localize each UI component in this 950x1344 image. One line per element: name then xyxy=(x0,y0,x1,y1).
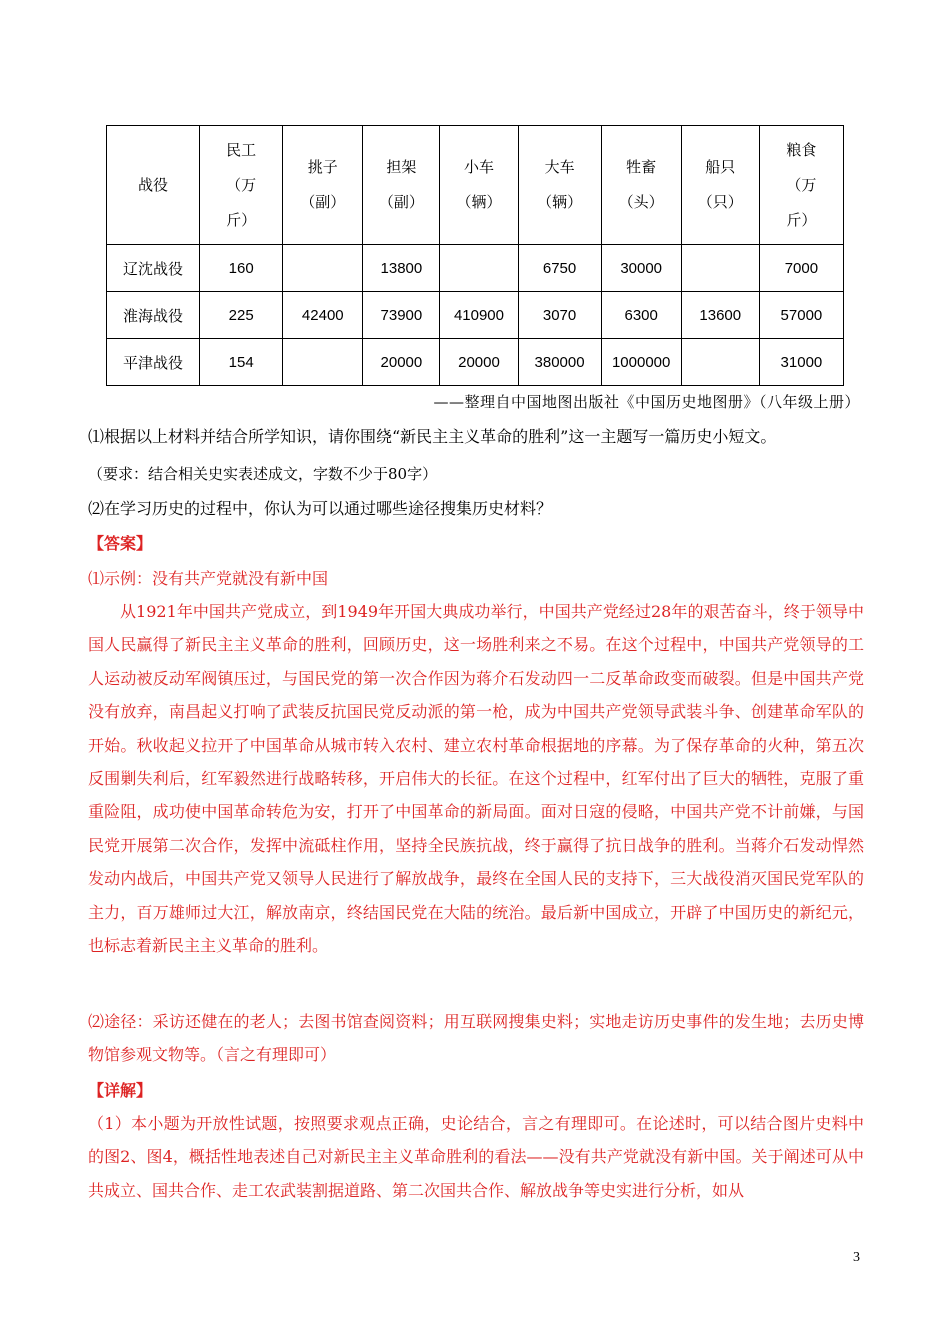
question-1-requirement: （要求：结合相关史实表述成文，字数不少于80字） xyxy=(88,465,438,483)
question-2: ⑵在学习历史的过程中，你认为可以通过哪些途径搜集历史材料？ xyxy=(88,499,553,518)
table-source: ——整理自中国地图出版社《中国历史地图册》（八年级上册） xyxy=(433,393,860,411)
table-header-cell xyxy=(601,126,681,245)
table-header-line: 船只 xyxy=(705,158,736,176)
table-header-line: 斤） xyxy=(786,210,817,229)
table-cell xyxy=(440,245,518,292)
table-header-cell xyxy=(363,126,440,245)
table-cell xyxy=(681,245,759,292)
table-header-line: （万 xyxy=(786,175,817,194)
table-cell: 57000 xyxy=(759,292,843,339)
answer-label: 【答案】 xyxy=(88,534,153,553)
table-cell: 42400 xyxy=(283,292,363,339)
table-header-cell xyxy=(518,126,601,245)
table-header-row xyxy=(107,126,844,245)
table-header-line: 小车 xyxy=(463,158,494,176)
table-header-cell xyxy=(283,126,363,245)
campaign-name-cell: 辽沈战役 xyxy=(107,245,200,292)
table-cell: 31000 xyxy=(759,339,843,386)
table-header-line: （副） xyxy=(300,193,346,211)
table-row xyxy=(107,292,844,339)
table-header-cell xyxy=(200,126,283,245)
table-header-line: 担架 xyxy=(386,158,417,176)
table-cell: 13800 xyxy=(363,245,440,292)
answer-2: ⑵途径：采访还健在的老人；去图书馆查阅资料；用互联网搜集史料；实地走访历史事件的发生地；去历史博物馆参观文物等。（言之有理即可） xyxy=(88,1012,864,1065)
table-cell xyxy=(681,339,759,386)
table-cell: 6750 xyxy=(518,245,601,292)
table-header-cell xyxy=(440,126,518,245)
page-number: 3 xyxy=(853,1250,860,1265)
question-1: ⑴根据以上材料并结合所学知识，请你围绕“新民主主义革命的胜利”这一主题写一篇历史小短文。 xyxy=(88,427,777,446)
table-cell: 30000 xyxy=(601,245,681,292)
table-cell: 20000 xyxy=(440,339,518,386)
table-header-line: （辆） xyxy=(537,193,583,211)
table-header-cell xyxy=(681,126,759,245)
campaign-name-cell: 平津战役 xyxy=(107,339,200,386)
table-header-cell xyxy=(107,126,200,245)
table-header-line: 斤） xyxy=(226,210,257,229)
table-cell: 380000 xyxy=(518,339,601,386)
table-cell: 410900 xyxy=(440,292,518,339)
table-header-line: 民工 xyxy=(226,140,257,159)
table-cell xyxy=(283,339,363,386)
detail-label: 【详解】 xyxy=(88,1081,153,1100)
table-header-line: 挑子 xyxy=(307,158,338,176)
table-header-cell xyxy=(759,126,843,245)
table-cell: 73900 xyxy=(363,292,440,339)
table-header-line: （辆） xyxy=(456,193,502,211)
table-header-line: （副） xyxy=(378,193,424,211)
table-cell xyxy=(283,245,363,292)
table-row xyxy=(107,245,844,292)
table-cell: 225 xyxy=(200,292,283,339)
table-cell: 13600 xyxy=(681,292,759,339)
table-header-line: 大车 xyxy=(544,158,575,176)
campaign-support-table xyxy=(106,125,844,386)
answer-1-title: ⑴示例：没有共产党就没有新中国 xyxy=(88,569,329,588)
table-header-line: 粮食 xyxy=(786,140,817,159)
table-row xyxy=(107,339,844,386)
table-cell: 160 xyxy=(200,245,283,292)
table-cell: 1000000 xyxy=(601,339,681,386)
campaign-name-cell: 淮海战役 xyxy=(107,292,200,339)
table-cell: 7000 xyxy=(759,245,843,292)
table-cell: 6300 xyxy=(601,292,681,339)
table-cell: 20000 xyxy=(363,339,440,386)
table-header-line: （只） xyxy=(697,193,743,211)
table-header-line: （头） xyxy=(618,193,664,211)
answer-1-body: 从1921年中国共产党成立，到1949年开国大典成功举行，中国共产党经过28年的艰苦奋斗，终于领导中国人民赢得了新民主主义革命的胜利，回顾历史，这一场胜利来之不易。在这个过程中，中国共产党领导的工人运动被反动军阀镇压过，与国民党的第一次合作因为蒋介石发动四一二反革命政变而破裂。但是中国共产党没有放弃，南昌起义打响了武装反抗国民党反动派的第一枪，成为中国共产党领导武装斗争、创建革命军队的开始。秋收起义拉开了中国革命从城市转入农村、建立农村革命根据地的序幕。为了保存革命的火种，第五次反围剿失利后，红军毅然进行战略转移，开启伟大的长征。在这个过程中，红军付出了巨大的牺牲，克服了重重险阻，成功使中国革命转危为安，打开了中国革命的新局面。面对日寇的侵略，中国共产党不计前嫌，与国民党开展第二次合作，发挥中流砥柱作用，坚持全民族抗战，终于赢得了抗日战争的胜利。当蒋介石发动悍然发动内战后，中国共产党又领导人民进行了解放战争，最终在全国人民的支持下，三大战役消灭国民党军队的主力，百万雄师过大江，解放南京，终结国民党在大陆的统治。最后新中国成立，开辟了中国历史的新纪元，也标志着新民主主义革命的胜利。 xyxy=(88,602,864,956)
table-header-line: 牲畜 xyxy=(626,158,657,176)
table-cell: 154 xyxy=(200,339,283,386)
detail-text: （1）本小题为开放性试题，按照要求观点正确，史论结合，言之有理即可。在论述时，可以结合图片史料中的图2、图4，概括性地表述自己对新民主主义革命胜利的看法——没有共产党就没有新中国。关于阐述可从中共成立、国共合作、走工农武装割据道路、第二次国共合作、解放战争等史实进行分析，如从 xyxy=(88,1114,864,1200)
table-cell: 3070 xyxy=(518,292,601,339)
table-header-line: 战役 xyxy=(138,175,169,194)
table-header-line: （万 xyxy=(226,175,257,194)
